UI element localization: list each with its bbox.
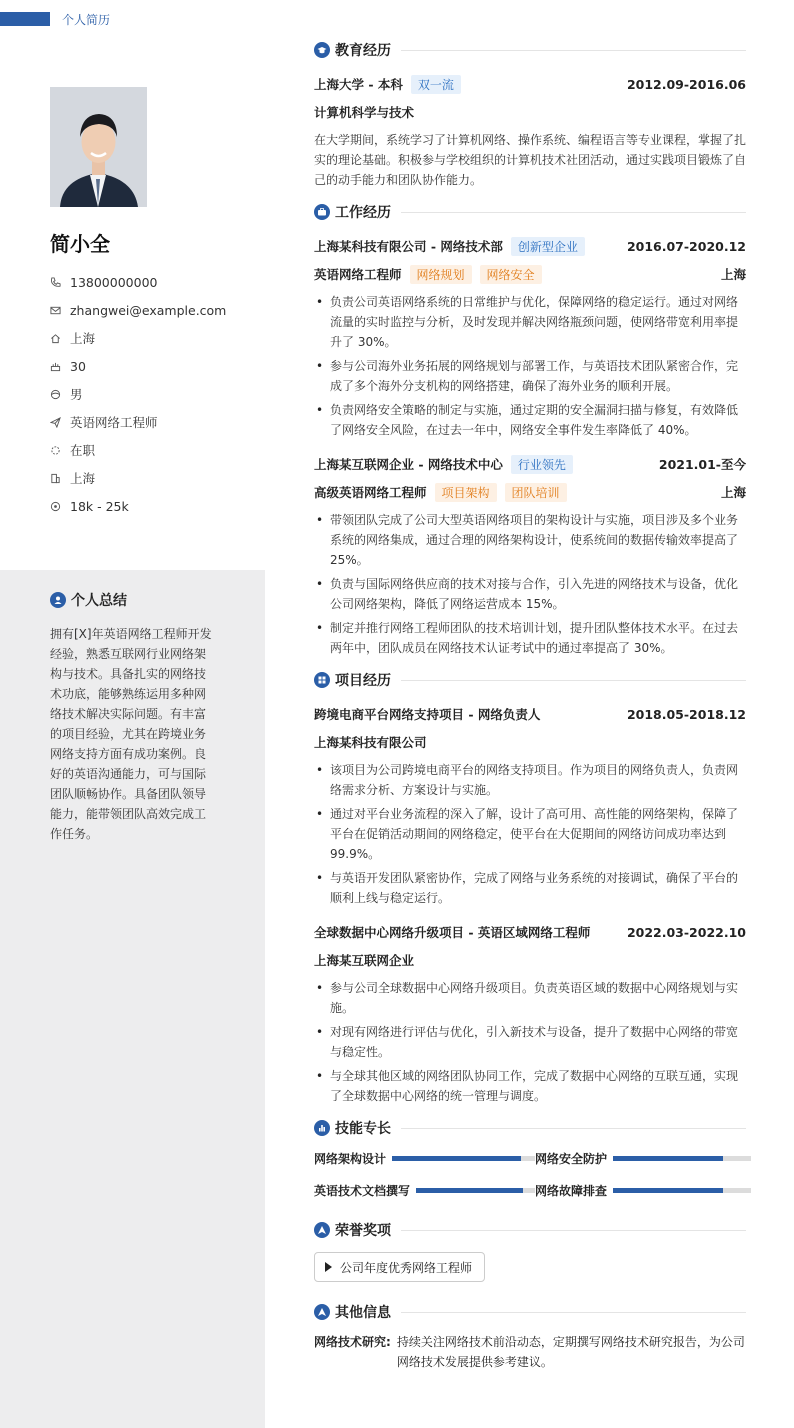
project-entry — [314, 918, 746, 1106]
company-tag: 行业领先 — [511, 455, 573, 474]
contact-info — [50, 268, 226, 520]
skill-bar — [613, 1156, 751, 1161]
other-key: 网络技术研究: — [314, 1335, 391, 1349]
summary-text: 拥有[X]年英语网络工程师开发经验，熟悉互联网行业网络架构与技术。具备扎实的网络技术功底，能够熟练运用多种网络技术解决实际问题。有丰富的项目经验，尤其在跨境业务网络支持方面有成功案例。良好的英语沟通能力，可与国际团队顺畅协作。具备团队领导能力，能带领团队高效完成工作任务。 — [50, 627, 212, 841]
award-item — [314, 1252, 485, 1282]
bullet-item: • 通过对平台业务流程的深入了解，设计了高可用、高性能的网络架构，保障了平台在促销活动期间的网络稳定，使平台在大促期间的网络访问成功率达到 99.9%。 — [314, 804, 746, 864]
skill-label: 网络架构设计 — [314, 1151, 387, 1166]
salary-icon — [50, 501, 70, 512]
project-date: 2022.03-2022.10 — [626, 924, 746, 940]
job-entry — [314, 450, 746, 658]
other-heading — [314, 1300, 746, 1324]
info-city — [50, 464, 226, 492]
mail-icon — [50, 305, 70, 316]
divider — [401, 1230, 746, 1231]
bullet-item: • 与全球其他区域的网络团队协同工作，完成了数据中心网络的互联互通，实现了全球数据中心网络的统一管理与调度。 — [314, 1066, 746, 1106]
bullet-item: • 该项目为公司跨境电商平台的网络支持项目。作为项目的网络负责人，负责网络需求分析、方案设计与实施。 — [314, 760, 746, 800]
gender-text: 男 — [70, 387, 83, 402]
school-name: 上海大学 - 本科 — [314, 76, 403, 92]
salary-text: 18k - 25k — [70, 498, 129, 514]
graduation-cap-icon — [314, 42, 330, 58]
skills-grid — [314, 1148, 746, 1200]
skill-fill — [392, 1156, 521, 1161]
role-line — [314, 483, 567, 502]
skills-heading — [314, 1116, 746, 1140]
divider — [401, 680, 746, 681]
info-gender — [50, 380, 226, 408]
info-position — [50, 408, 226, 436]
skill-bar — [416, 1188, 535, 1193]
info-hometown — [50, 324, 226, 352]
briefcase-icon — [314, 204, 330, 220]
bullet-item: • 对现有网络进行评估与优化，引入新技术与设备，提升了数据中心网络的带宽与稳定性。 — [314, 1022, 746, 1062]
major: 计算机科学与技术 — [314, 105, 415, 120]
role-line — [314, 265, 542, 284]
age-text: 30 — [70, 358, 86, 374]
sidebar — [0, 0, 265, 1428]
project-bullets — [314, 978, 746, 1106]
role-title: 高级英语网络工程师 — [314, 484, 427, 500]
bullet-item: • 参与公司全球数据中心网络升级项目。负责英语区域的数据中心网络规划与实施。 — [314, 978, 746, 1018]
company-name: 上海某互联网企业 - 网络技术中心 — [314, 456, 503, 472]
city-text: 上海 — [70, 471, 96, 486]
job-date: 2016.07-2020.12 — [626, 238, 746, 254]
info-status — [50, 436, 226, 464]
projects-title: 项目经历 — [335, 673, 391, 689]
skill-item — [314, 1180, 535, 1200]
grid-icon — [314, 672, 330, 688]
info-salary — [50, 492, 226, 520]
bullet-item: • 带领团队完成了公司大型英语网络项目的架构设计与实施，项目涉及多个业务系统的网络集成，通过合理的网络架构设计，使系统间的数据传输效率提高了 25%。 — [314, 510, 746, 570]
company-line — [314, 455, 573, 474]
building-icon — [50, 473, 70, 484]
bullet-item: • 负责公司英语网络系统的日常维护与优化，保障网络的稳定运行。通过对网络流量的实时监控与分析，及时发现并解决网络瓶颈问题，使网络带宽利用率提升了 30%。 — [314, 292, 746, 352]
project-name: 跨境电商平台网络支持项目 - 网络负责人 — [314, 707, 541, 722]
email-text: zhangwei@example.com — [70, 302, 227, 318]
info-email — [50, 296, 226, 324]
job-location: 上海 — [720, 485, 746, 500]
skill-bar — [613, 1188, 751, 1193]
role-tag: 网络安全 — [480, 265, 542, 284]
status-icon — [50, 445, 70, 456]
education-title: 教育经历 — [335, 43, 391, 59]
info-phone — [50, 268, 226, 296]
job-location: 上海 — [720, 267, 746, 282]
company-line — [314, 237, 585, 256]
divider — [401, 212, 746, 213]
skill-fill — [613, 1156, 723, 1161]
work-title: 工作经历 — [335, 205, 391, 221]
other-value: 持续关注网络技术前沿动态，定期撰写网络技术研究报告，为公司网络技术发展提供参考建议。 — [396, 1335, 745, 1369]
project-bullets — [314, 760, 746, 908]
phone-icon — [50, 277, 70, 288]
other-item — [314, 1332, 746, 1372]
award-icon — [314, 1222, 330, 1238]
home-icon — [50, 333, 70, 344]
education-heading — [314, 38, 746, 62]
summary-title: 个人总结 — [71, 593, 127, 609]
school-tag: 双一流 — [411, 75, 461, 94]
divider — [401, 1128, 746, 1129]
info-icon — [314, 1304, 330, 1320]
skill-bar — [392, 1156, 535, 1161]
education-entry — [314, 70, 746, 190]
cake-icon — [50, 361, 70, 372]
divider — [401, 50, 746, 51]
skill-label: 英语技术文档撰写 — [314, 1183, 411, 1198]
company-tag: 创新型企业 — [511, 237, 585, 256]
skill-fill — [416, 1188, 523, 1193]
school-line — [314, 75, 461, 94]
job-entry — [314, 232, 746, 440]
profile-name: 简小全 — [50, 232, 110, 256]
role-tag: 项目架构 — [435, 483, 497, 502]
award-text: 公司年度优秀网络工程师 — [340, 1260, 473, 1275]
awards-heading — [314, 1218, 746, 1242]
skill-label: 网络安全防护 — [535, 1151, 608, 1166]
skill-item — [314, 1148, 535, 1168]
company-name: 上海某科技有限公司 - 网络技术部 — [314, 238, 503, 254]
job-date: 2021.01-至今 — [658, 457, 746, 472]
project-date: 2018.05-2018.12 — [626, 706, 746, 722]
position-text: 英语网络工程师 — [70, 415, 158, 430]
project-name: 全球数据中心网络升级项目 - 英语区域网络工程师 — [314, 925, 591, 940]
awards-title: 荣誉奖项 — [335, 1223, 391, 1239]
role-tag: 团队培训 — [505, 483, 567, 502]
gender-icon — [50, 389, 70, 400]
send-icon — [50, 417, 70, 428]
summary-heading — [50, 590, 127, 610]
education-desc: 在大学期间，系统学习了计算机网络、操作系统、编程语言等专业课程，掌握了扎实的理论基础。积极参与学校组织的计算机技术社团活动，通过实践项目锻炼了自己的动手能力和团队协作能力。 — [314, 133, 747, 187]
resume-label: 个人简历 — [62, 13, 111, 27]
bar-chart-icon — [314, 1120, 330, 1136]
projects-heading — [314, 668, 746, 692]
bullet-item: • 参与公司海外业务拓展的网络规划与部署工作，与英语技术团队紧密合作，完成了多个海外分支机构的网络搭建，确保了海外业务的顺利开展。 — [314, 356, 746, 396]
project-org: 上海某互联网企业 — [314, 953, 415, 968]
role-tag: 网络规划 — [410, 265, 472, 284]
bullet-item: • 制定并推行网络工程师团队的技术培训计划，提升团队整体技术水平。在过去两年中，团队成员在网络技术认证考试中的通过率提高了 30%。 — [314, 618, 746, 658]
bullet-item: • 负责网络安全策略的制定与实施，通过定期的安全漏洞扫描与修复，有效降低了网络安全风险，在过去一年中，网络安全事件发生率降低了 40%。 — [314, 400, 746, 440]
bullet-item: • 与英语开发团队紧密协作，完成了网络与业务系统的对接调试，确保了平台的顺利上线与稳定运行。 — [314, 868, 746, 908]
skills-title: 技能专长 — [335, 1121, 391, 1137]
divider — [401, 1312, 746, 1313]
play-icon — [325, 1262, 332, 1272]
main-content — [314, 38, 746, 1372]
avatar — [50, 87, 147, 207]
role-title: 英语网络工程师 — [314, 266, 402, 282]
skill-item — [535, 1148, 751, 1168]
skill-fill — [613, 1188, 723, 1193]
bullet-item: • 负责与国际网络供应商的技术对接与合作，引入先进的网络技术与设备，优化公司网络架构，降低了网络运营成本 15%。 — [314, 574, 746, 614]
skill-label: 网络故障排查 — [535, 1183, 608, 1198]
project-org: 上海某科技有限公司 — [314, 735, 427, 750]
project-entry — [314, 700, 746, 908]
hometown-text: 上海 — [70, 331, 96, 346]
phone-text: 13800000000 — [70, 274, 158, 290]
info-age — [50, 352, 226, 380]
job-bullets — [314, 510, 746, 658]
status-text: 在职 — [70, 443, 96, 458]
education-date: 2012.09-2016.06 — [626, 76, 746, 92]
work-heading — [314, 200, 746, 224]
skill-item — [535, 1180, 751, 1200]
user-icon — [50, 592, 66, 608]
other-title: 其他信息 — [335, 1305, 391, 1321]
job-bullets — [314, 292, 746, 440]
